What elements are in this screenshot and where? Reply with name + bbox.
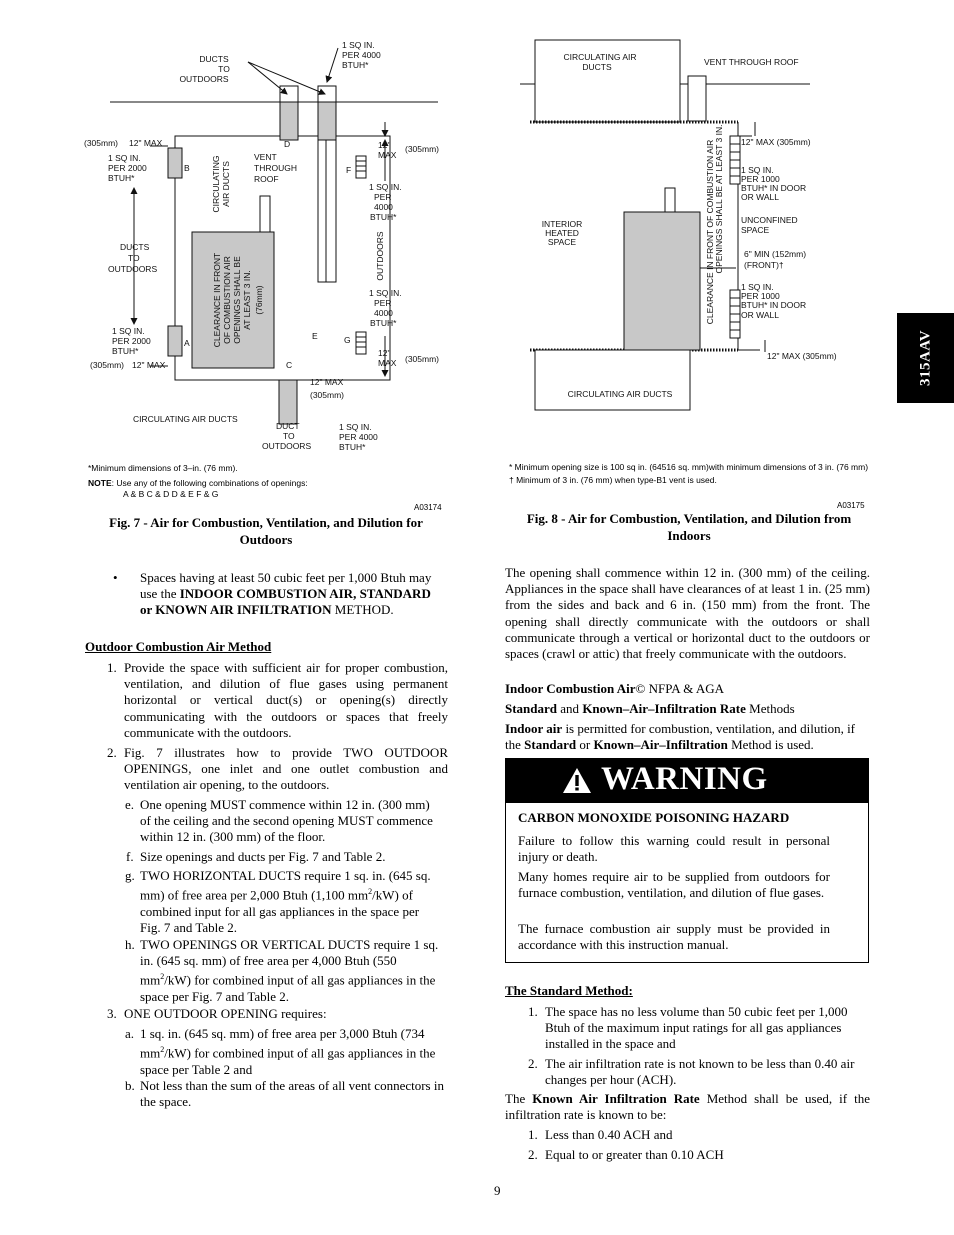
fig7-letter-c: C — [286, 360, 293, 370]
fig7-sqin2000-bot-1: 1 SQ IN. — [112, 326, 145, 336]
fig8-sqin-b-2: PER 1000 — [741, 291, 780, 301]
side-tab-label: 315AAV — [917, 329, 933, 387]
fig7-code: A03174 — [414, 503, 442, 512]
warning-p2: Many homes require air to be supplied from outdoors for furnace combustion, ventilation, and dilution of flue gases. — [518, 869, 830, 901]
fig8-circ-bottom: CIRCULATING AIR DUCTS — [567, 389, 673, 399]
fig8-sqin-b-1: 1 SQ IN. — [741, 282, 774, 292]
item-h — [140, 937, 444, 1005]
fig7-mm-top-right: (305mm) — [405, 144, 440, 154]
fig7-clear-v-4: AT LEAST 3 IN. — [242, 270, 252, 330]
fig7-max-bottom: 12" MAX — [310, 377, 344, 387]
fig8-unconfined-1: UNCONFINED — [741, 215, 798, 225]
bullet-post: METHOD. — [331, 602, 394, 618]
item-1: Provide the space with sufficient air for proper combustion, ventilation, and dilution of flue gases using permanent horizontal or vertical duct(s) or opening(s) directly communicating with the outdoors or spaces that freely communicate with the outdoors. — [124, 660, 448, 740]
marker-h: h. — [125, 937, 135, 952]
item-g-part1: TWO HORIZONTAL DUCTS require 1 sq. in. (645 sq. mm) of free area per 2,000 Btuh (1,100 mm — [140, 868, 431, 903]
fig7-sqin2000-top-3: BTUH* — [108, 173, 135, 183]
fig7-mm-top-left: (305mm) — [84, 138, 119, 148]
fig7-ducts-top-1: DUCTS — [199, 54, 229, 64]
warning-hazard: CARBON MONOXIDE POISONING HAZARD — [518, 810, 790, 825]
marker-1: 1. — [107, 660, 117, 675]
fig7-note-combos: A & B C & D D & E F & G — [123, 489, 219, 499]
known-marker-1: 1. — [528, 1127, 538, 1142]
indoor-air-known: Known–Air–Infiltration — [593, 737, 728, 753]
bullet-marker: • — [113, 570, 118, 585]
std-item-1: The space has no less volume than 50 cubic feet per 1,000 Btuh of the maximum input ratings for all gas appliances installed in the space and — [545, 1004, 848, 1052]
warning-box — [505, 758, 869, 963]
fig7-opening-b — [168, 148, 182, 178]
fig7-max-top-left: 12" MAX — [129, 138, 163, 148]
fig8-max-bottom: 12" MAX (305mm) — [767, 351, 837, 361]
fig8-max-top: 12" MAX (305mm) — [741, 137, 811, 147]
fig7-outdoors-v: OUTDOORS — [375, 231, 385, 281]
fig7-sqin-top-1: 1 SQ IN. — [342, 40, 375, 50]
fig7-sqin-bot-1: 1 SQ IN. — [339, 422, 372, 432]
fig7-duct-bot-2: TO — [283, 431, 295, 441]
item-2: Fig. 7 illustrates how to provide TWO OUTDOOR OPENINGS, one inlet and one outlet combustion and ventilation air opening, to the outdoors. — [124, 745, 448, 793]
fig7-mm-bot-right: (305mm) — [405, 354, 440, 364]
marker-b: b. — [125, 1078, 135, 1093]
fig7-diagram — [80, 36, 460, 456]
fig7-sqin-top-2: PER 4000 — [342, 50, 381, 60]
standard-method-heading: The Standard Method: — [505, 983, 633, 998]
fig7-sqin-bot-2: PER 4000 — [339, 432, 378, 442]
fig7-letter-f: F — [346, 165, 352, 175]
fig7-letter-e: E — [312, 331, 318, 341]
fig7-vent-pipe — [260, 196, 270, 232]
fig7-duct-bot-1: DUCT — [276, 421, 300, 431]
std-item-2: The air infiltration rate is not known to be less than 0.40 air changes per hour (ACH). — [545, 1056, 855, 1088]
fig7-sqin-side-top-4: BTUH* — [370, 212, 397, 222]
known-marker-2: 2. — [528, 1147, 538, 1162]
fig7-sqin-side-top-2: PER — [374, 192, 392, 202]
fig8-code: A03175 — [837, 501, 865, 510]
fig8-interior-3: SPACE — [547, 237, 577, 247]
item-a-part1: 1 sq. in. (645 sq. mm) of free area per 3,000 Btuh (734 mm — [140, 1026, 425, 1061]
fig7-sqin-side-top-1: 1 SQ IN. — [369, 182, 402, 192]
bullet-bold: INDOOR COMBUSTION AIR, STANDARD or KNOWN AIR INFILTRATION — [140, 586, 431, 618]
fig7-circ-v-2: AIR DUCTS — [221, 161, 231, 207]
std-marker-1: 1. — [528, 1004, 538, 1019]
methods-standard: Standard — [505, 701, 558, 716]
fig8-furnace — [624, 212, 700, 350]
known-pre: The — [505, 1091, 533, 1106]
indoor-combustion-rest: © NFPA & AGA — [635, 681, 725, 696]
item-a — [140, 1026, 436, 1078]
fig8-sqin-a-4: OR WALL — [741, 192, 779, 202]
fig7-letter-g: G — [344, 335, 351, 345]
fig7-ducts-left-3: OUTDOORS — [108, 264, 158, 274]
indoor-air-end: Method is used. — [727, 737, 814, 753]
fig7-max-stack-bot-1: 12" — [378, 348, 391, 358]
fig7-sqin-top-3: BTUH* — [342, 60, 369, 70]
fig7-max-bot-left: 12" MAX — [132, 360, 166, 370]
fig7-sqin2000-top-1: 1 SQ IN. — [108, 153, 141, 163]
fig7-ducts-top-2: TO — [218, 64, 230, 74]
fig7-ducts-left-2: TO — [128, 253, 140, 263]
fig7-duct-c — [279, 380, 297, 424]
fig7-clear-v-2: OF COMBUSTION AIR — [222, 256, 232, 344]
item-3: ONE OUTDOOR OPENING requires: — [124, 1006, 327, 1021]
methods-and: and — [557, 701, 583, 716]
fig7-letter-b: B — [184, 163, 190, 173]
fig7-ducts-top-3: OUTDOORS — [179, 74, 229, 84]
fig8-clear-v-2: OPENINGS SHALL BE AT LEAST 3 IN. — [714, 124, 724, 274]
item-b: Not less than the sum of the areas of all vent connectors in the space. — [140, 1078, 444, 1110]
fig7-letter-d: D — [284, 139, 291, 149]
marker-a: a. — [125, 1026, 135, 1041]
known-post: Method shall be used, if the infiltration rate is known to be: — [505, 1091, 870, 1123]
outdoor-method-heading: Outdoor Combustion Air Method — [85, 639, 272, 654]
fig7-sqin-side-bot-3: 4000 — [374, 308, 393, 318]
bullet-text — [140, 570, 440, 619]
item-a-part2: /kW) for combined input of all gas appliances in the space per Table 2 and — [140, 1045, 436, 1077]
fig8-sqin-a-1: 1 SQ IN. — [741, 165, 774, 175]
indoor-air-text: is permitted for combustion, ventilation, and dilution, if the — [505, 721, 856, 753]
fig7-max-stack-bot-2: MAX — [378, 358, 397, 368]
fig8-sqin-b-3: BTUH* IN DOOR — [741, 300, 807, 310]
fig7-caption: Fig. 7 - Air for Combustion, Ventilation, and Dilution for Outdoors — [109, 515, 423, 547]
fig7-circ-v-1: CIRCULATING — [211, 155, 221, 213]
fig7-vent-1: VENT — [254, 152, 277, 162]
warning-title: WARNING — [601, 761, 768, 797]
fig8-circ-top-1: CIRCULATING AIR — [563, 52, 637, 62]
item-e: One opening MUST commence within 12 in. (300 mm) of the ceiling and the second opening MUST commence within 12 in. (300 mm) of the floor. — [140, 797, 433, 845]
fig7-sqin2000-bot-3: BTUH* — [112, 346, 139, 356]
fig8-sqin-a-3: BTUH* IN DOOR — [741, 183, 807, 193]
fig7-max-stack-top-1: 12" — [378, 140, 391, 150]
fig7-opening-a — [168, 326, 182, 356]
fig7-note-label: NOTE — [88, 478, 112, 488]
known-item-1: Less than 0.40 ACH and — [545, 1127, 673, 1142]
bullet-pre: Spaces having at least 50 cubic feet per 1,000 Btuh may use the — [140, 570, 432, 602]
fig7-sqin-side-top-3: 4000 — [374, 202, 393, 212]
item-f: Size openings and ducts per Fig. 7 and Table 2. — [140, 849, 386, 864]
fig7-sqin-bot-3: BTUH* — [339, 442, 366, 452]
item-h-part1: TWO OPENINGS OR VERTICAL DUCTS require 1 sq. in. (645 sq. mm) of free area per 4,000 Btuh (550 mm — [140, 937, 439, 988]
warning-p3: The furnace combustion air supply must be provided in accordance with this instruction manual. — [518, 921, 830, 953]
item-h-part2: /kW) for combined input of all gas appliances in the space per Fig. 7 and Table 2. — [140, 972, 436, 1004]
fig7-max-stack-top-2: MAX — [378, 150, 397, 160]
marker-2: 2. — [107, 745, 117, 760]
marker-g: g. — [125, 868, 135, 883]
indoor-combustion-line — [505, 681, 724, 697]
fig8-vent-pipe — [688, 76, 706, 121]
marker-3: 3. — [107, 1006, 117, 1021]
fig7-vent-2: THROUGH — [254, 163, 297, 173]
fig7-sqin2000-top-2: PER 2000 — [108, 163, 147, 173]
methods-known: Known–Air–Infiltration Rate — [582, 701, 746, 716]
fig8-grille-top — [730, 136, 740, 184]
fig7-mm-bot-left: (305mm) — [90, 360, 125, 370]
right-para-1: The opening shall commence within 12 in. (300 mm) of the ceiling. Appliances in the space shall have clearances of at least 1 in. (25 mm) from the sides and back and 6 in. (150 mm) from the front. The opening shall directly communicate with the outdoors or shall communicate through a vertical or horizontal duct to the outdoors or spaces (crawl or attic) that freely communicate with the outdoors. — [505, 565, 870, 662]
fig8-min6-2: (FRONT)† — [744, 260, 784, 270]
fig8-interior-2: HEATED — [545, 228, 579, 238]
known-item-2: Equal to or greater than 0.10 ACH — [545, 1147, 724, 1162]
indoor-air-standard: Standard — [524, 737, 577, 753]
fig8-bottom-duct-box — [535, 350, 690, 410]
methods-word: Methods — [745, 701, 795, 716]
item-h-sup: 2 — [160, 972, 165, 982]
fig8-circ-top-2: DUCTS — [582, 62, 612, 72]
fig8-interior-1: INTERIOR — [541, 219, 583, 229]
fig8-unconfined-2: SPACE — [741, 225, 770, 235]
fig8-sqin-b-4: OR WALL — [741, 310, 779, 320]
item-g — [140, 868, 440, 936]
fig7-letter-a: A — [184, 338, 190, 348]
fig8-diagram — [520, 36, 880, 421]
fig7-grille-f — [356, 156, 366, 178]
fig7-footnote-block — [88, 463, 308, 500]
fig7-clear-v-3: OPENINGS SHALL BE — [232, 256, 242, 344]
fig7-clear-v-1: CLEARANCE IN FRONT — [212, 252, 222, 348]
indoor-combustion-bold: Indoor Combustion Air — [505, 681, 636, 696]
fig7-note-text: : Use any of the following combinations of openings: — [111, 478, 308, 488]
known-bold: Known Air Infiltration Rate — [532, 1091, 700, 1106]
fig8-footnotes — [509, 462, 871, 486]
marker-e: e. — [125, 797, 135, 812]
page-number: 9 — [494, 1183, 501, 1198]
fig7-duct-bot-3: OUTDOORS — [262, 441, 312, 451]
fig8-sqin-a-2: PER 1000 — [741, 174, 780, 184]
warning-header — [506, 759, 868, 803]
fig8-footnote-2: † Minimum of 3 in. (76 mm) when type-B1 vent is used. — [509, 475, 717, 485]
fig7-mm-bottom: (305mm) — [310, 390, 345, 400]
indoor-air-bold: Indoor air — [505, 721, 563, 736]
item-g-part2: /kW) of combined input for all gas appliances in the space per Fig. 7 and Table 2. — [140, 887, 420, 935]
methods-line — [505, 701, 795, 717]
item-g-sup: 2 — [368, 887, 373, 897]
fig8-min6-1: 6" MIN (152mm) — [744, 249, 807, 259]
fig7-sqin2000-bot-2: PER 2000 — [112, 336, 151, 346]
std-marker-2: 2. — [528, 1056, 538, 1071]
fig7-vent-3: ROOF — [254, 174, 279, 184]
known-para — [505, 1091, 870, 1123]
warning-triangle-icon — [562, 767, 592, 794]
marker-f: f. — [126, 849, 134, 864]
fig8-clear-v-1: CLEARANCE IN FRONT OF COMBUSTION AIR — [705, 139, 715, 325]
fig7-circ-bottom: CIRCULATING AIR DUCTS — [133, 414, 238, 424]
fig7-clear-v-5: (76mm) — [254, 285, 264, 315]
indoor-air-para — [505, 721, 873, 753]
fig7-grille-g — [356, 332, 366, 354]
fig7-sqin-side-bot-1: 1 SQ IN. — [369, 288, 402, 298]
fig7-footnote: *Minimum dimensions of 3–in. (76 mm). — [88, 463, 238, 473]
fig8-footnote-1: * Minimum opening size is 100 sq in. (64516 sq. mm)with minimum dimensions of 3 in. (76 mm) — [509, 462, 869, 472]
side-tab — [897, 313, 954, 403]
item-a-sup: 2 — [160, 1045, 165, 1055]
indoor-air-or: or — [576, 737, 594, 753]
fig7-sqin-side-bot-4: BTUH* — [370, 318, 397, 328]
fig8-caption: Fig. 8 - Air for Combustion, Ventilation, and Dilution from Indoors — [526, 511, 852, 543]
fig8-vent-roof: VENT THROUGH ROOF — [704, 57, 799, 67]
fig7-ducts-left-1: DUCTS — [120, 242, 150, 252]
warning-p1: Failure to follow this warning could result in personal injury or death. — [518, 833, 830, 865]
fig7-sqin-side-bot-2: PER — [374, 298, 392, 308]
fig8-grille-bottom — [730, 290, 740, 338]
